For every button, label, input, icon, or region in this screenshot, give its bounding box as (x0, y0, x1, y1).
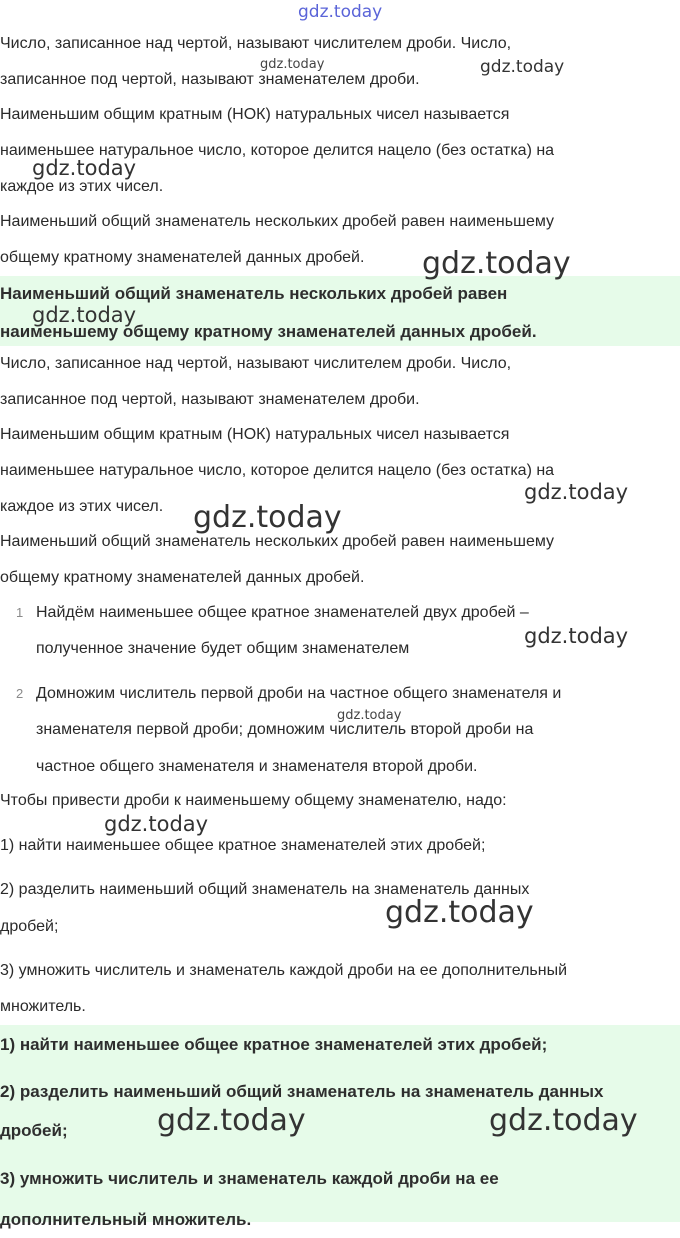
rule-intro: Чтобы привести дроби к наименьшему общему знаменателю, надо: (0, 792, 507, 809)
list-line: Найдём наименьшее общее кратное знаменателей двух дробей – (36, 604, 529, 621)
watermark: gdz.today (524, 480, 629, 504)
watermark: gdz.today (260, 57, 325, 72)
highlight-line: 1) найти наименьшее общее кратное знаменателей этих дробей; (0, 1035, 548, 1054)
watermark: gdz.today (480, 57, 565, 77)
watermark: gdz.today (157, 1103, 306, 1138)
paragraph-line: записанное под чертой, называют знаменателем дроби. (0, 71, 420, 88)
watermark: gdz.today (193, 500, 342, 535)
paragraph-line: наименьшее натуральное число, которое делится нацело (без остатка) на (0, 462, 555, 479)
watermark: gdz.today (524, 624, 629, 648)
paragraph-line: каждое из этих чисел. (0, 178, 164, 195)
highlight-line: дробей; (0, 1121, 68, 1140)
paragraph-line: наименьшее натуральное число, которое делится нацело (без остатка) на (0, 142, 555, 159)
list-line: частное общего знаменателя и знаменателя второй дроби. (36, 758, 478, 775)
paragraph-line: общему кратному знаменателей данных дробей. (0, 569, 365, 586)
highlight-line: 2) разделить наименьший общий знаменатель на знаменатель данных (0, 1082, 604, 1101)
rule-item: 1) найти наименьшее общее кратное знаменателей этих дробей; (0, 837, 486, 854)
rule-item: 3) умножить числитель и знаменатель каждой дроби на ее дополнительный (0, 962, 568, 979)
paragraph-line: Наименьший общий знаменатель нескольких дробей равен наименьшему (0, 533, 555, 550)
highlight-line: Наименьший общий знаменатель нескольких дробей равен (0, 284, 508, 303)
rule-item: 2) разделить наименьший общий знаменатель на знаменатель данных (0, 881, 530, 898)
watermark: gdz.today (337, 708, 402, 723)
list-line: полученное значение будет общим знаменателем (36, 640, 410, 657)
watermark: gdz.today (32, 303, 137, 327)
paragraph-line: Наименьший общий знаменатель нескольких дробей равен наименьшему (0, 213, 555, 230)
paragraph-line: Наименьшим общим кратным (НОК) натуральных чисел называется (0, 106, 510, 123)
paragraph-line: Число, записанное над чертой, называют числителем дроби. Число, (0, 355, 512, 372)
highlight-line: 3) умножить числитель и знаменатель каждой дроби на ее (0, 1169, 499, 1188)
paragraph-line: записанное под чертой, называют знаменателем дроби. (0, 391, 420, 408)
highlight-line: дополнительный множитель. (0, 1210, 252, 1229)
paragraph-line: общему кратному знаменателей данных дробей. (0, 249, 365, 266)
watermark: gdz.today (489, 1103, 638, 1138)
list-line: знаменателя первой дроби; домножим числитель второй дроби на (36, 721, 534, 738)
rule-item: множитель. (0, 998, 86, 1015)
watermark: gdz.today (32, 156, 137, 180)
list-number: 1 (16, 605, 24, 620)
paragraph-line: Наименьшим общим кратным (НОК) натуральных чисел называется (0, 426, 510, 443)
watermark: gdz.today (385, 895, 534, 930)
list-number: 2 (16, 686, 24, 701)
paragraph-line: каждое из этих чисел. (0, 498, 164, 515)
watermark: gdz.today (422, 246, 571, 281)
paragraph-line: Число, записанное над чертой, называют числителем дроби. Число, (0, 35, 512, 52)
list-line: Домножим числитель первой дроби на частное общего знаменателя и (36, 685, 562, 702)
watermark: gdz.today (104, 812, 209, 836)
rule-item: дробей; (0, 918, 59, 935)
highlight-line: наименьшему общему кратному знаменателей данных дробей. (0, 322, 537, 341)
watermark-top: gdz.today (298, 2, 383, 22)
